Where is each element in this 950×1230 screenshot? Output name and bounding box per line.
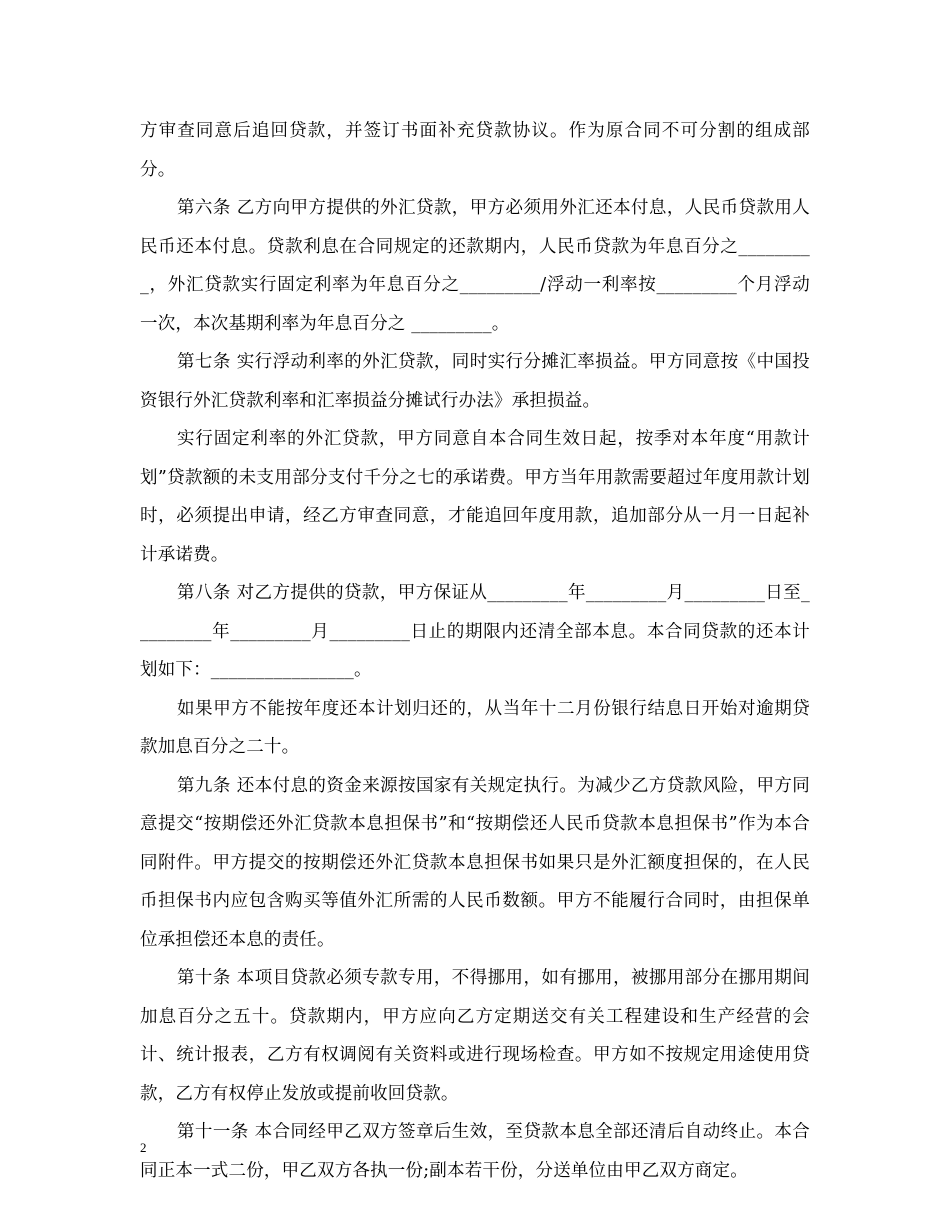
paragraph-continuation: 方审查同意后追回贷款，并签订书面补充贷款协议。作为原合同不可分割的组成部分。 [140,121,810,180]
paragraph-fixed-rate: 实行固定利率的外汇贷款，甲方同意自本合同生效日起，按季对本年度“用款计划”贷款额的未支用部分支付千分之七的承诺费。甲方当年用款需要超过年度用款计划时，必须提出申请，经乙方审查同意，才能追回年度用款，追加部分从一月一日起补计承诺费。 [140,429,810,565]
contract-body [140,112,810,1190]
paragraph-overdue: 如果甲方不能按年度还本计划归还的，从当年十二月份银行结息日开始对逾期贷款加息百分之二十。 [140,698,810,757]
paragraph-article-10: 第十条 本项目贷款必须专款专用，不得挪用，如有挪用，被挪用部分在挪用期间加息百分之五十。贷款期内，甲方应向乙方定期送交有关工程建设和生产经营的会计、统计报表，乙方有权调阅有关资料或进行现场检查。甲方如不按规定用途使用贷款，乙方有权停止发放或提前收回贷款。 [140,968,810,1104]
paragraph-article-6: 第六条 乙方向甲方提供的外汇贷款，甲方必须用外汇还本付息，人民币贷款用人民币还本付息。贷款利息在合同规定的还款期内，人民币贷款为年息百分之_________，外汇贷款实行固定利率为年息百分之_________/浮动一利率按_________个月浮动一次，本次基期利率为年息百分之 _________。 [140,198,810,334]
page-number: 2 [140,1140,147,1155]
paragraph-article-7: 第七条 实行浮动利率的外汇贷款，同时实行分摊汇率损益。甲方同意按《中国投资银行外汇贷款利率和汇率损益分摊试行办法》承担损益。 [140,352,810,411]
paragraph-article-9: 第九条 还本付息的资金来源按国家有关规定执行。为减少乙方贷款风险，甲方同意提交“按期偿还外汇贷款本息担保书”和“按期偿还人民币贷款本息担保书”作为本合同附件。甲方提交的按期偿还外汇贷款本息担保书如果只是外汇额度担保的，在人民币担保书内应包含购买等值外汇所需的人民币数额。甲方不能履行合同时，由担保单位承担偿还本息的责任。 [140,775,810,950]
paragraph-article-11: 第十一条 本合同经甲乙双方签章后生效，至贷款本息全部还清后自动终止。本合同正本一式二份，甲乙双方各执一份;副本若干份，分送单位由甲乙双方商定。 [140,1122,810,1181]
paragraph-article-8: 第八条 对乙方提供的贷款，甲方保证从_________年_________月_________日至_________年_________月_________日止的期限内还清全部本息。本合同贷款的还本计划如下：________________。 [140,583,810,680]
